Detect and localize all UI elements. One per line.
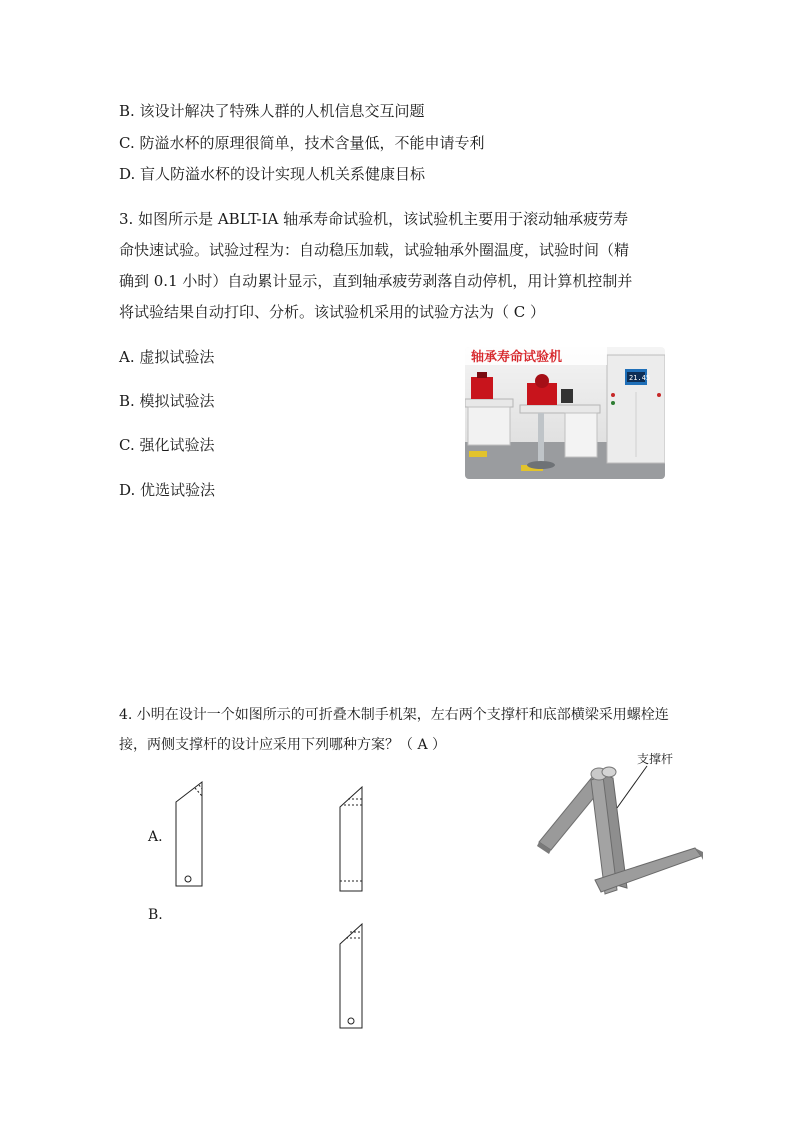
q4-option-b-rod-drawing: [338, 922, 368, 1030]
q4-stem-line-1: 4. 小明在设计一个如图所示的可折叠木制手机架，左右两个支撑杆和底部横梁采用螺栓连: [119, 707, 669, 723]
q3-option-b: B. 模拟试验法: [119, 392, 215, 410]
q4-option-b-label: B.: [148, 907, 163, 923]
q2-option-c: C. 防溢水杯的原理很简单，技术含量低，不能申请专利: [119, 134, 485, 152]
q4-option-a-rod-drawing: [175, 780, 205, 888]
cabinet-display-readout: 21.45: [629, 374, 651, 382]
q3-stem-line-1: 3. 如图所示是 ABLT-IA 轴承寿命试验机，该试验机主要用于滚动轴承疲劳寿: [119, 210, 629, 228]
q3-option-d: D. 优选试验法: [119, 481, 216, 499]
support-rod-callout: 支撑杆: [637, 752, 674, 766]
q3-stem-line-4: 将试验结果自动打印、分析。该试验机采用的试验方法为（ C ）: [119, 303, 546, 321]
q3-stem-line-2: 命快速试验。试验过程为：自动稳压加载，试验轴承外圈温度，试验时间（精: [119, 241, 630, 259]
q3-option-a: A. 虚拟试验法: [119, 348, 215, 366]
q4-option-rod-drawing-middle: [338, 785, 368, 893]
q4-option-a-label: A.: [148, 829, 163, 845]
bearing-test-machine-photo: [465, 347, 665, 479]
q3-option-c: C. 强化试验法: [119, 436, 215, 454]
q2-option-b: B. 该设计解决了特殊人群的人机信息交互问题: [119, 102, 425, 120]
q2-option-d: D. 盲人防溢水杯的设计实现人机关系健康目标: [119, 165, 426, 183]
photo-banner-text: 轴承寿命试验机: [471, 350, 563, 365]
q3-stem-line-3: 确到 0.1 小时）自动累计显示，直到轴承疲劳剥落自动停机，用计算机控制并: [119, 272, 633, 290]
folding-phone-stand-figure: [535, 752, 710, 902]
q4-stem-line-2: 接，两侧支撑杆的设计应采用下列哪种方案？（ A ）: [119, 737, 447, 753]
